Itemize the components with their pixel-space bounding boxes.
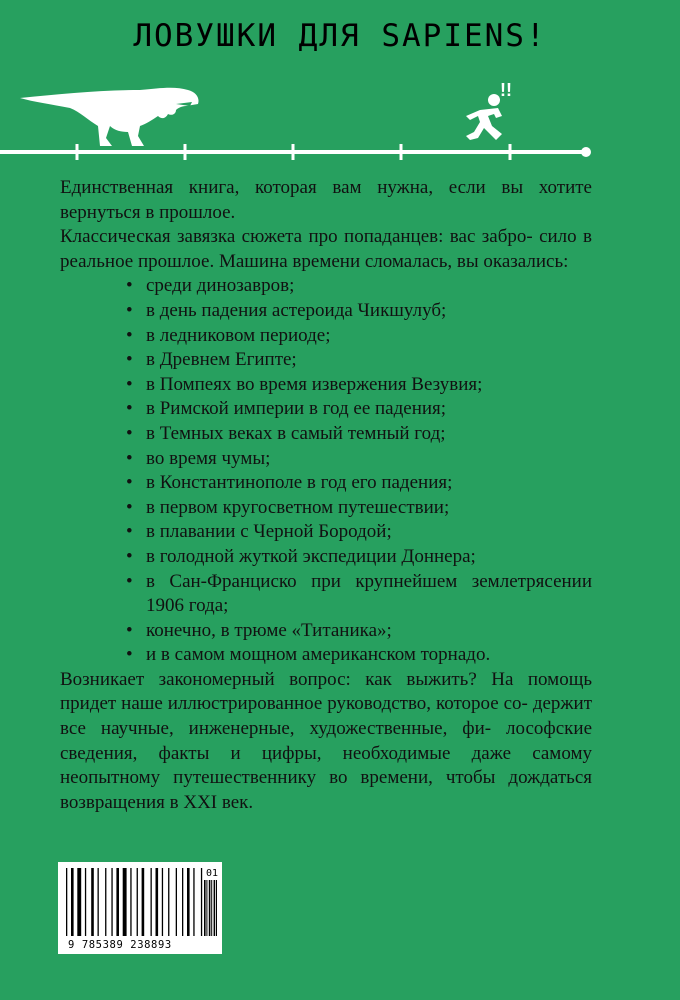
barcode-bar — [85, 868, 86, 936]
book-title: ЛОВУШКИ ДЛЯ SAPIENS! — [133, 18, 547, 54]
list-item: • среди динозавров; — [126, 274, 592, 299]
closing-line: самому неопытному путешественнику во времени, чтобы — [60, 742, 592, 789]
closing-line: держит все научные, инженерные, художественные, фи- — [60, 693, 593, 740]
barcode-bars — [66, 868, 217, 936]
list-item: • в Темных веках в самый темный год; — [126, 422, 592, 447]
barcode-bar — [168, 868, 169, 936]
list-item: • в первом кругосветном путешествии; — [126, 496, 592, 521]
barcode-bar — [77, 868, 81, 936]
barcode-bar — [151, 868, 152, 936]
barcode-addon-bar — [206, 880, 207, 936]
list-item: • в день падения астероида Чикшулуб; — [126, 299, 592, 324]
setup-line: сило в реальное прошлое. Машина времени сломалась, — [60, 226, 593, 272]
barcode-bar — [71, 868, 74, 936]
barcode-bar — [137, 868, 138, 936]
running-person-icon — [466, 94, 502, 140]
barcode-bar — [105, 868, 106, 936]
barcode-addon: 01 — [206, 868, 219, 879]
barcode-bar — [193, 868, 194, 936]
list-item: • и в самом мощном американском торнадо. — [126, 643, 592, 668]
barcode-addon-bar — [204, 880, 206, 936]
barcode-bar — [142, 868, 145, 936]
barcode-bar — [176, 868, 177, 936]
closing-line: придет наше иллюстрированное руководство, которое со- — [60, 693, 528, 715]
barcode-bar — [91, 868, 94, 936]
barcode-addon-bar — [211, 880, 212, 936]
closing-line: дождаться возвращения в XXI век. — [60, 767, 592, 813]
barcode-bar — [201, 868, 202, 936]
setup-line: вы оказались: — [456, 250, 569, 272]
barcode-bar — [98, 868, 99, 936]
destinations-list — [60, 274, 592, 668]
list-item: • в голодной жуткой экспедиции Доннера; — [126, 545, 592, 570]
description — [60, 176, 592, 815]
closing-line: лософские сведения, факты и цифры, необходимые даже — [60, 718, 593, 764]
timeline-end-dot — [581, 147, 591, 157]
barcode-addon-bar — [214, 880, 216, 936]
barcode-bar — [156, 868, 159, 936]
closing-paragraph — [60, 668, 592, 816]
setup-paragraph — [60, 225, 592, 274]
barcode-bar — [111, 868, 112, 936]
isbn-barcode — [58, 862, 222, 954]
barcode-addon-bar — [216, 880, 217, 936]
list-item: • в плавании с Черной Бородой; — [126, 520, 592, 545]
barcode-bar — [130, 868, 131, 936]
barcode-bar — [123, 868, 127, 936]
intro-paragraph: Единственная книга, которая вам нужна, если вы хотите вернуться в прошлое. — [60, 177, 592, 223]
list-item: • в Константинополе в год его падения; — [126, 471, 592, 496]
barcode-bar — [162, 868, 163, 936]
barcode-bar — [66, 868, 67, 936]
list-item: • в Помпеях во время извержения Везувия; — [126, 373, 592, 398]
barcode-addon-bar — [209, 880, 211, 936]
list-item: • в Древнем Египте; — [126, 348, 592, 373]
dinosaur-icon — [20, 88, 199, 146]
list-item: • во время чумы; — [126, 447, 592, 472]
list-item: • в Сан-Франциско при крупнейшем землетрясении 1906 года; — [126, 570, 592, 619]
list-item: • в Римской империи в год ее падения; — [126, 397, 592, 422]
setup-line: Классическая завязка сюжета про попаданцев: вас забро- — [60, 226, 533, 248]
list-item: • конечно, в трюме «Титаника»; — [126, 619, 592, 644]
barcode-digits: 9 785389 238893 — [68, 939, 172, 951]
barcode-bar — [182, 868, 183, 936]
barcode-bar — [116, 868, 119, 936]
exclamation-marks: !! — [500, 80, 512, 100]
barcode-bar — [187, 868, 190, 936]
closing-line: Возникает закономерный вопрос: как выжить? На помощь — [60, 668, 592, 690]
list-item: • в ледниковом периоде; — [126, 324, 592, 349]
timeline-illustration — [0, 80, 680, 170]
